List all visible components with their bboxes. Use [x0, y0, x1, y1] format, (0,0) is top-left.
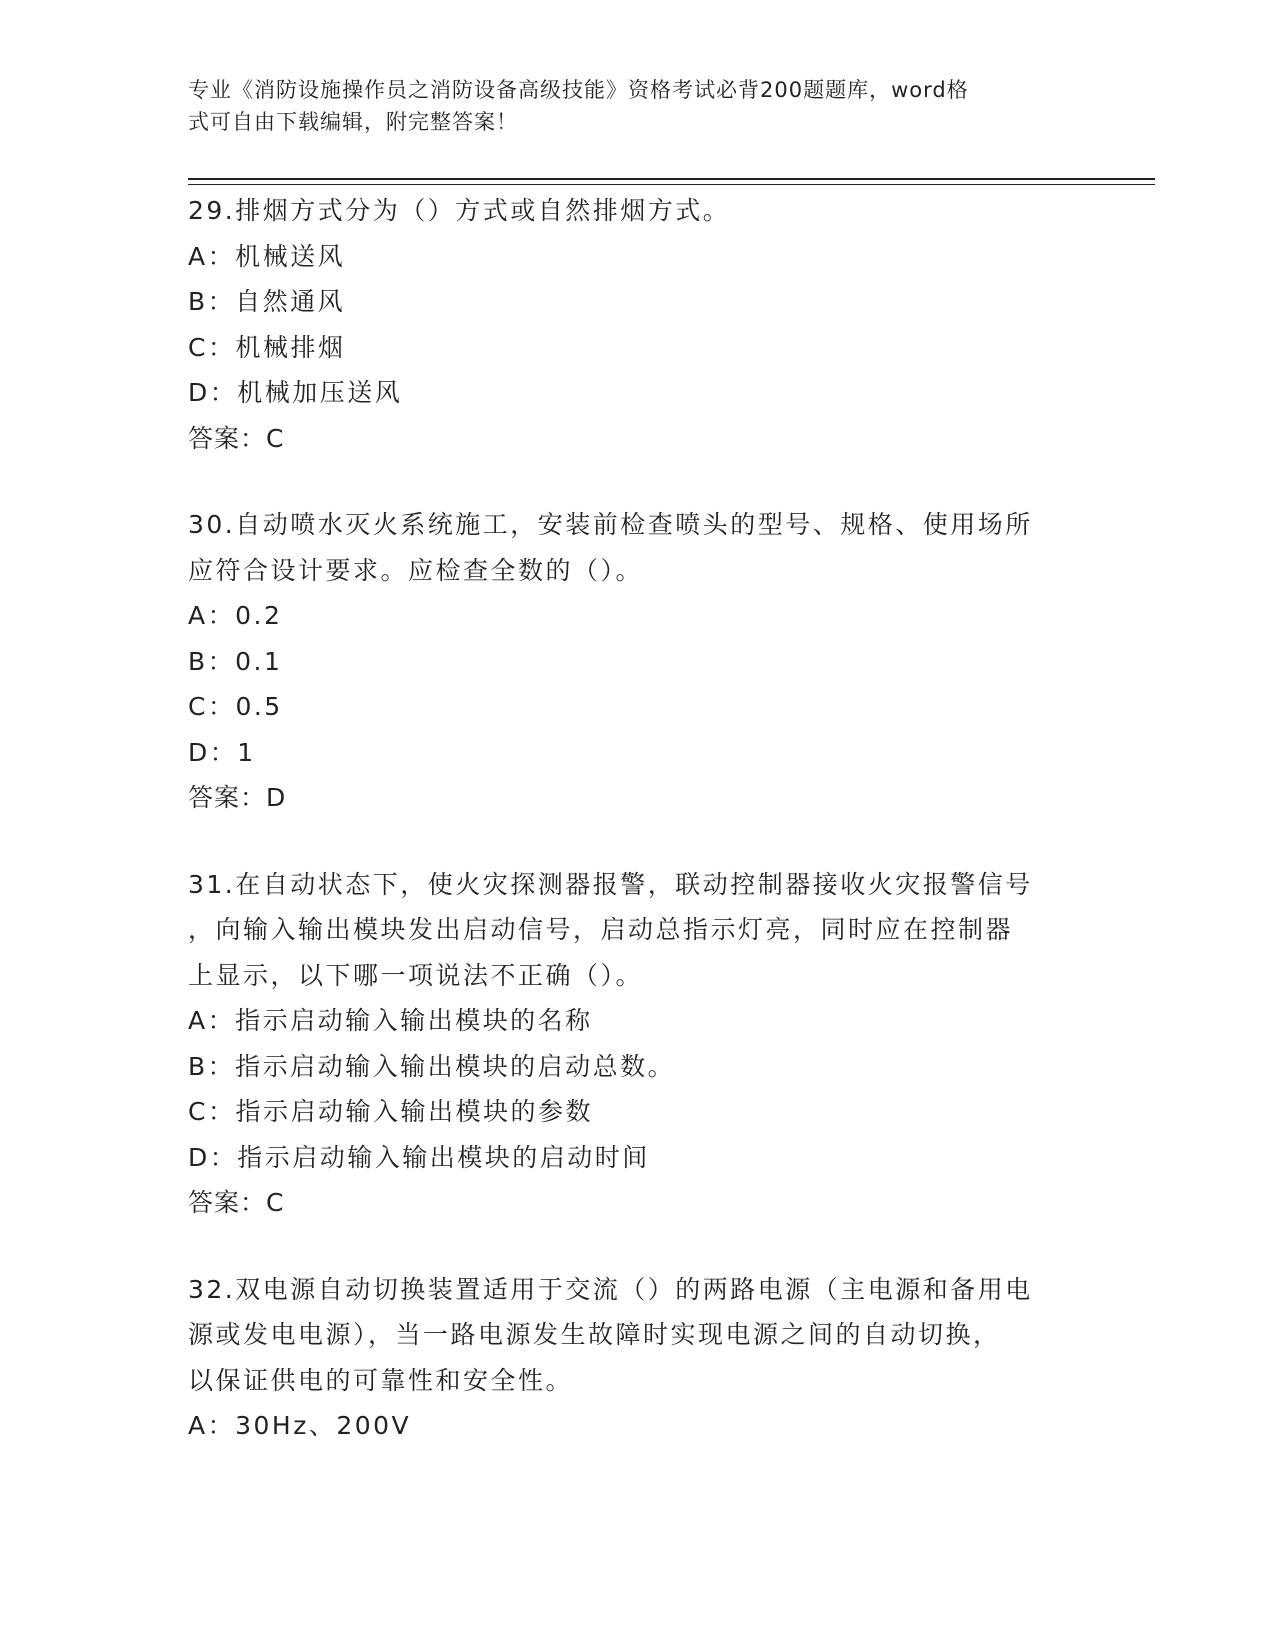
question-text-line: 30.自动喷水灭火系统施工，安装前检查喷头的型号、规格、使用场所	[188, 510, 1033, 539]
question-text-line: 源或发电电源），当一路电源发生故障时实现电源之间的自动切换，	[188, 1320, 1001, 1349]
question-text-line: 以保证供电的可靠性和安全性。	[188, 1365, 574, 1395]
header-rule-thick	[188, 178, 1155, 180]
question-30	[188, 502, 1088, 821]
intro-line-1: 专业《消防设施操作员之消防设备高级技能》资格考试必背200题题库，word格	[188, 78, 969, 102]
option-d: D：指示启动输入输出模块的启动时间	[188, 1142, 650, 1172]
question-text-line: 31.在自动状态下，使火灾探测器报警，联动控制器接收火灾报警信号	[188, 869, 1033, 899]
question-32	[188, 1267, 1088, 1449]
intro-line-2: 式可自由下载编辑，附完整答案！	[188, 110, 518, 134]
option-b: B：0.1	[188, 646, 283, 676]
option-c: C：指示启动输入输出模块的参数	[188, 1097, 593, 1126]
option-a: A：30Hz、200V	[188, 1411, 412, 1440]
question-list	[188, 188, 1088, 1490]
question-text-line: 29.排烟方式分为（）方式或自然排烟方式。	[188, 196, 731, 225]
question-text-line: ，向输入输出模块发出启动信号，启动总指示灯亮，同时应在控制器	[188, 915, 1014, 944]
question-text-line: 上显示，以下哪一项说法不正确（）。	[188, 960, 644, 990]
option-d: D：机械加压送风	[188, 378, 403, 407]
option-b: B：自然通风	[188, 287, 346, 316]
option-d: D：1	[188, 737, 256, 767]
question-31	[188, 862, 1088, 1226]
question-text-line: 应符合设计要求。应检查全数的（）。	[188, 555, 644, 585]
option-c: C：0.5	[188, 692, 283, 721]
option-c: C：机械排烟	[188, 332, 346, 362]
option-a: A：机械送风	[188, 241, 346, 271]
answer: 答案：C	[188, 1188, 285, 1217]
header-rule-thin	[188, 184, 1155, 185]
option-a: A：0.2	[188, 601, 283, 630]
option-b: B：指示启动输入输出模块的启动总数。	[188, 1051, 676, 1081]
answer: 答案：C	[188, 423, 285, 453]
answer: 答案：D	[188, 783, 287, 812]
document-intro	[188, 74, 1068, 138]
question-29	[188, 188, 1088, 461]
question-text-line: 32.双电源自动切换装置适用于交流（）的两路电源（主电源和备用电	[188, 1274, 1033, 1304]
option-a: A：指示启动输入输出模块的名称	[188, 1006, 593, 1035]
